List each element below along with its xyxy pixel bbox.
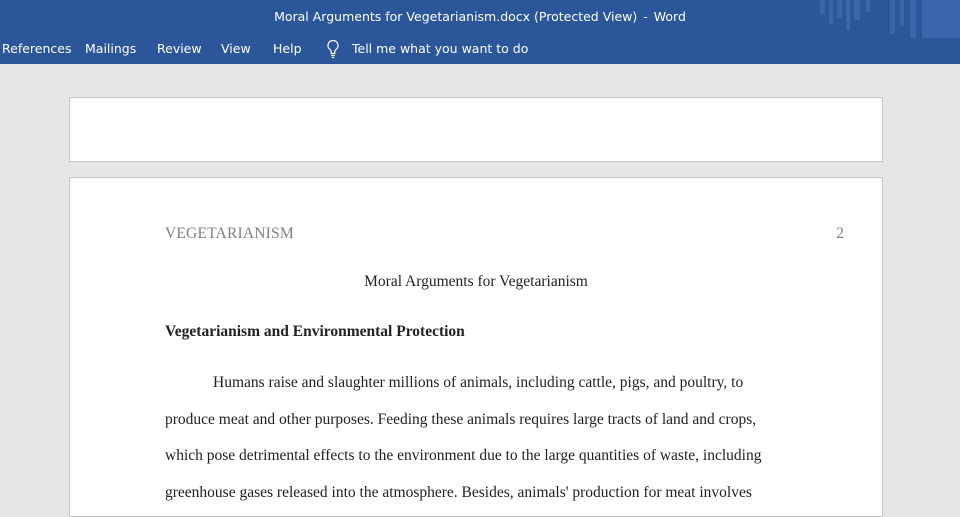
document-canvas[interactable] — [0, 64, 960, 511]
document-title: Moral Arguments for Vegetarianism.docx (Protected View) — [274, 9, 638, 24]
document-title-text: Moral Arguments for Vegetarianism — [364, 273, 588, 290]
current-page[interactable] — [69, 177, 883, 517]
menu-review[interactable]: Review — [157, 41, 202, 56]
menu-view[interactable]: View — [221, 41, 251, 56]
tell-me-label: Tell me what you want to do — [352, 41, 529, 56]
title-bar — [0, 0, 960, 34]
page-number: 2 — [836, 225, 844, 242]
section-heading: Vegetarianism and Environmental Protection — [165, 323, 465, 340]
paragraph-line: Humans raise and slaughter millions of animals, including cattle, pigs, and poultry, to — [213, 374, 744, 391]
menu-mailings[interactable]: Mailings — [85, 41, 137, 56]
running-header: VEGETARIANISM — [165, 225, 294, 242]
ribbon — [0, 0, 960, 64]
title-separator: - — [643, 9, 648, 24]
lightbulb-icon — [326, 39, 340, 59]
body-paragraph — [165, 365, 805, 512]
tell-me-search[interactable] — [326, 39, 528, 59]
paragraph-line: greenhouse gases released into the atmosphere. Besides, animals' production for meat involves — [165, 484, 752, 502]
menu-bar — [0, 34, 960, 64]
paragraph-line: produce meat and other purposes. Feeding these animals requires large tracts of land and crops, — [165, 410, 757, 428]
app-name: Word — [653, 9, 686, 24]
paragraph-line: which pose detrimental effects to the environment due to the large quantities of waste, including — [165, 447, 762, 465]
previous-page — [69, 97, 883, 162]
menu-help[interactable]: Help — [273, 41, 302, 56]
menu-references[interactable]: References — [2, 41, 72, 56]
